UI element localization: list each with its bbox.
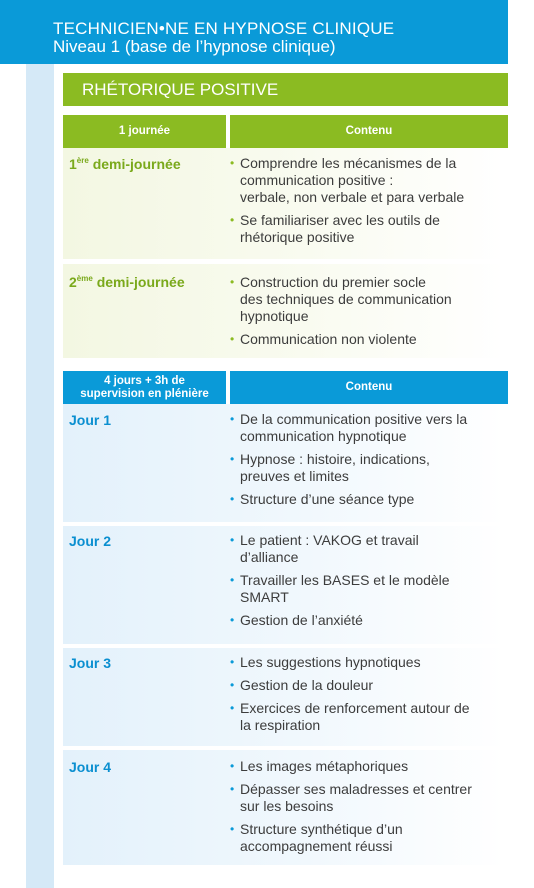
row-label: Jour 2	[69, 533, 112, 549]
content-list	[230, 654, 510, 740]
table1-header-content	[230, 115, 508, 148]
list-item: • Les images métaphoriques	[230, 758, 510, 775]
list-item: • Se familiariser avec les outils de rhétorique positive	[230, 212, 510, 246]
list-item: • Travailler les BASES et le modèle SMART	[230, 572, 510, 606]
side-strip	[26, 64, 54, 888]
page-header	[0, 0, 508, 64]
table2-row	[63, 526, 505, 644]
content-list	[230, 411, 510, 514]
section-title: RHÉTORIQUE POSITIVE	[82, 80, 279, 99]
row-label-number: 1	[69, 156, 77, 172]
row-label-text: demi-journée	[92, 274, 185, 290]
row-label-number: 2	[69, 274, 77, 290]
table1-row	[63, 148, 505, 259]
list-item: • Exercices de renforcement autour de la respiration	[230, 700, 510, 734]
row-label-sup: ère	[76, 156, 89, 165]
list-item: • Hypnose : histoire, indications, preuves et limites	[230, 451, 510, 485]
table1-col2-label: Contenu	[345, 125, 393, 137]
table2-header-duration	[63, 371, 226, 404]
header-title: TECHNICIEN•NE EN HYPNOSE CLINIQUE	[53, 19, 395, 38]
table2-row	[63, 750, 505, 865]
content-list	[230, 532, 510, 635]
content-list	[230, 155, 510, 252]
list-item: • Les suggestions hypnotiques	[230, 654, 510, 671]
table2-col1-line1: 4 jours + 3h de	[104, 374, 185, 387]
row-label	[69, 156, 181, 172]
table2-col1-label	[80, 375, 208, 401]
table1-col1-label: 1 journée	[118, 125, 171, 137]
list-item: • Comprendre les mécanismes de la communication positive : verbale, non verbale et para verbale	[230, 155, 510, 206]
list-item: • Construction du premier socle des techniques de communication hypnotique	[230, 274, 510, 325]
list-item: • Communication non violente	[230, 331, 510, 348]
table2-row	[63, 648, 505, 746]
row-label-sup: ème	[76, 274, 93, 283]
list-item: • Gestion de la douleur	[230, 677, 510, 694]
table2-col2-label: Contenu	[345, 381, 393, 393]
table2-row	[63, 404, 505, 522]
table1-header-duration	[63, 115, 226, 148]
row-label-text: demi-journée	[88, 156, 181, 172]
list-item: • Dépasser ses maladresses et centrer sur les besoins	[230, 781, 510, 815]
table2-col1-line2: supervision en plénière	[80, 387, 209, 400]
row-label: Jour 4	[69, 759, 112, 775]
row-label: Jour 3	[69, 655, 112, 671]
content-list	[230, 758, 510, 861]
list-item: • Structure synthétique d’un accompagnement réussi	[230, 821, 510, 855]
table1-row	[63, 264, 505, 358]
header-subtitle: Niveau 1 (base de l’hypnose clinique)	[53, 37, 336, 56]
list-item: • De la communication positive vers la communication hypnotique	[230, 411, 510, 445]
content-list	[230, 274, 510, 354]
list-item: • Structure d’une séance type	[230, 491, 510, 508]
row-label: Jour 1	[69, 412, 112, 428]
section-banner	[63, 73, 508, 106]
list-item: • Le patient : VAKOG et travail d’alliance	[230, 532, 510, 566]
row-label	[69, 274, 185, 290]
table2-header-content	[230, 371, 508, 404]
list-item: • Gestion de l’anxiété	[230, 612, 510, 629]
